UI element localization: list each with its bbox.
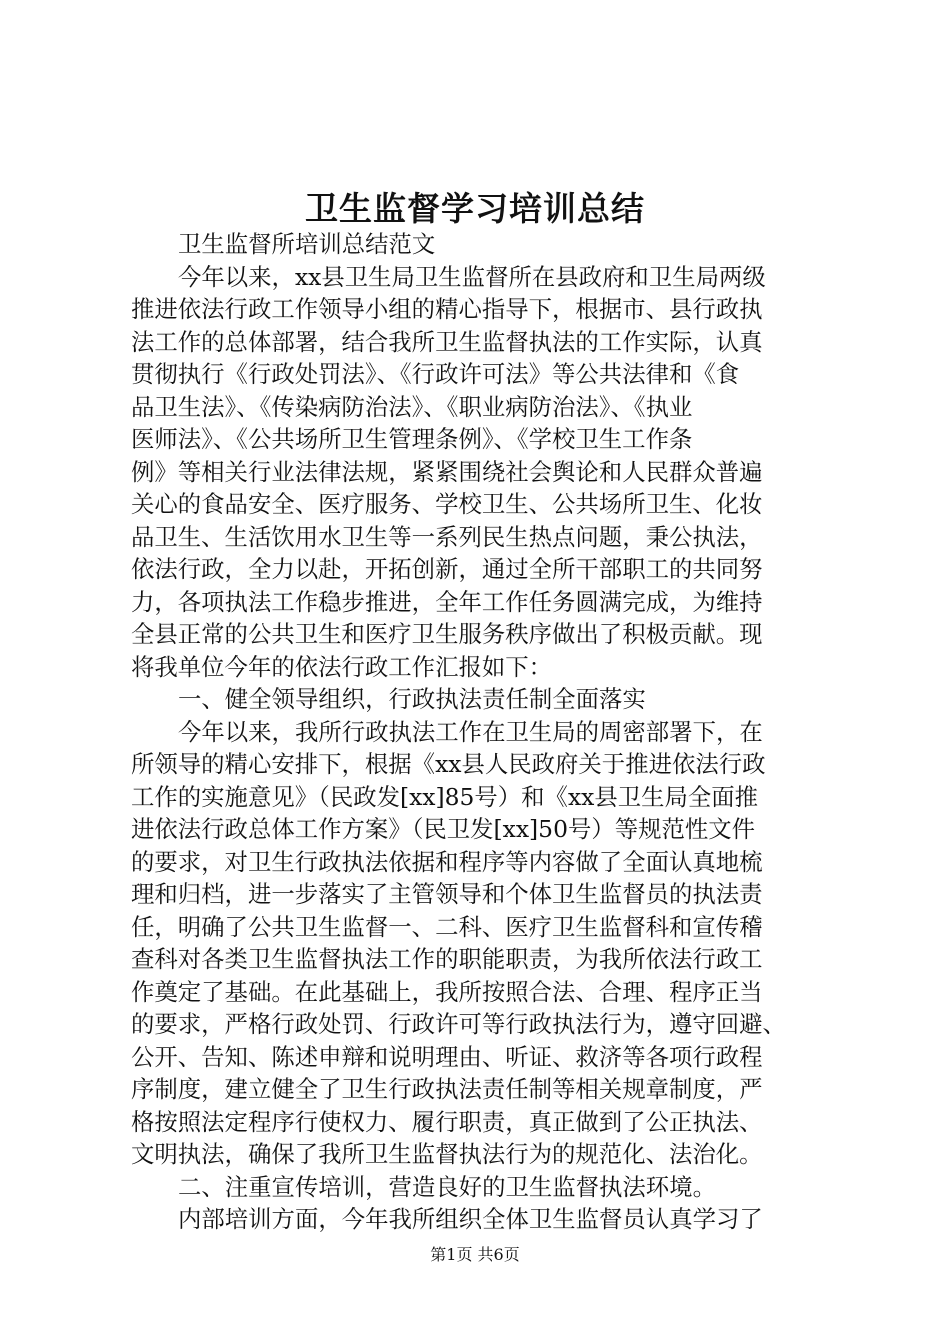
subtitle-line: 卫生监督所培训总结范文 xyxy=(178,230,436,258)
document-title: 卫生监督学习培训总结 xyxy=(305,189,645,228)
paragraph-line: 的要求，严格行政处罚、行政许可等行政执法行为，遵守回避、 xyxy=(131,1010,786,1038)
paragraph-line: 的要求，对卫生行政执法依据和程序等内容做了全面认真地梳 xyxy=(131,847,763,876)
paragraph-line: 关心的食品安全、医疗服务、学校卫生、公共场所卫生、化妆 xyxy=(131,490,763,518)
paragraph-line: 品卫生、生活饮用水卫生等一系列民生热点问题，秉公执法， xyxy=(131,522,763,551)
paragraph-line: 查科对各类卫生监督执法工作的职能职责，为我所依法行政工 xyxy=(131,945,763,973)
paragraph-line: 进依法行政总体工作方案》（民卫发[xx]50号）等规范性文件 xyxy=(131,815,756,843)
paragraph-line: 工作的实施意见》（民政发[xx]85号）和《xx县卫生局全面推 xyxy=(131,782,759,811)
paragraph-line: 今年以来，xx县卫生局卫生监督所在县政府和卫生局两级 xyxy=(178,262,766,291)
paragraph-line: 全县正常的公共卫生和医疗卫生服务秩序做出了积极贡献。现 xyxy=(131,620,763,648)
paragraph-line: 理和归档，进一步落实了主管领导和个体卫生监督员的执法责 xyxy=(131,880,763,908)
paragraph-line: 例》等相关行业法律法规，紧紧围绕社会舆论和人民群众普遍 xyxy=(131,457,763,486)
paragraph-line: 将我单位今年的依法行政工作汇报如下： xyxy=(131,652,553,681)
paragraph-line: 医师法》、《公共场所卫生管理条例》、《学校卫生工作条 xyxy=(131,425,693,453)
paragraph-line: 依法行政，全力以赴，开拓创新，通过全所干部职工的共同努 xyxy=(131,555,763,583)
paragraph-line: 所领导的精心安排下，根据《xx县人民政府关于推进依法行政 xyxy=(131,750,766,778)
paragraph-line: 力，各项执法工作稳步推进，全年工作任务圆满完成，为维持 xyxy=(131,587,763,616)
page-number-footer: 第1页 共6页 xyxy=(430,1245,520,1264)
paragraph-line: 今年以来，我所行政执法工作在卫生局的周密部署下，在 xyxy=(178,717,763,746)
paragraph-line: 贯彻执行《行政处罚法》、《行政许可法》等公共法律和《食 xyxy=(131,360,740,388)
section-heading: 一、健全领导组织，行政执法责任制全面落实 xyxy=(178,685,646,713)
paragraph-line: 法工作的总体部署，结合我所卫生监督执法的工作实际，认真 xyxy=(131,327,763,356)
paragraph-line: 任，明确了公共卫生监督一、二科、医疗卫生监督科和宣传稽 xyxy=(131,912,763,941)
paragraph-line: 公开、告知、陈述申辩和说明理由、听证、救济等各项行政程 xyxy=(131,1042,763,1071)
paragraph-line: 内部培训方面，今年我所组织全体卫生监督员认真学习了 xyxy=(178,1205,763,1233)
paragraph-line: 文明执法，确保了我所卫生监督执法行为的规范化、法治化。 xyxy=(131,1140,763,1168)
paragraph-line: 推进依法行政工作领导小组的精心指导下，根据市、县行政执 xyxy=(131,295,763,323)
paragraph-line: 品卫生法》、《传染病防治法》、《职业病防治法》、《执业 xyxy=(131,392,693,421)
section-heading: 二、注重宣传培训，营造良好的卫生监督执法环境。 xyxy=(178,1172,716,1201)
paragraph-line: 格按照法定程序行使权力、履行职责，真正做到了公正执法、 xyxy=(131,1107,763,1136)
paragraph-line: 作奠定了基础。在此基础上，我所按照合法、合理、程序正当 xyxy=(131,977,763,1006)
paragraph-line: 序制度，建立健全了卫生行政执法责任制等相关规章制度，严 xyxy=(131,1075,763,1103)
document-body xyxy=(131,228,831,1236)
